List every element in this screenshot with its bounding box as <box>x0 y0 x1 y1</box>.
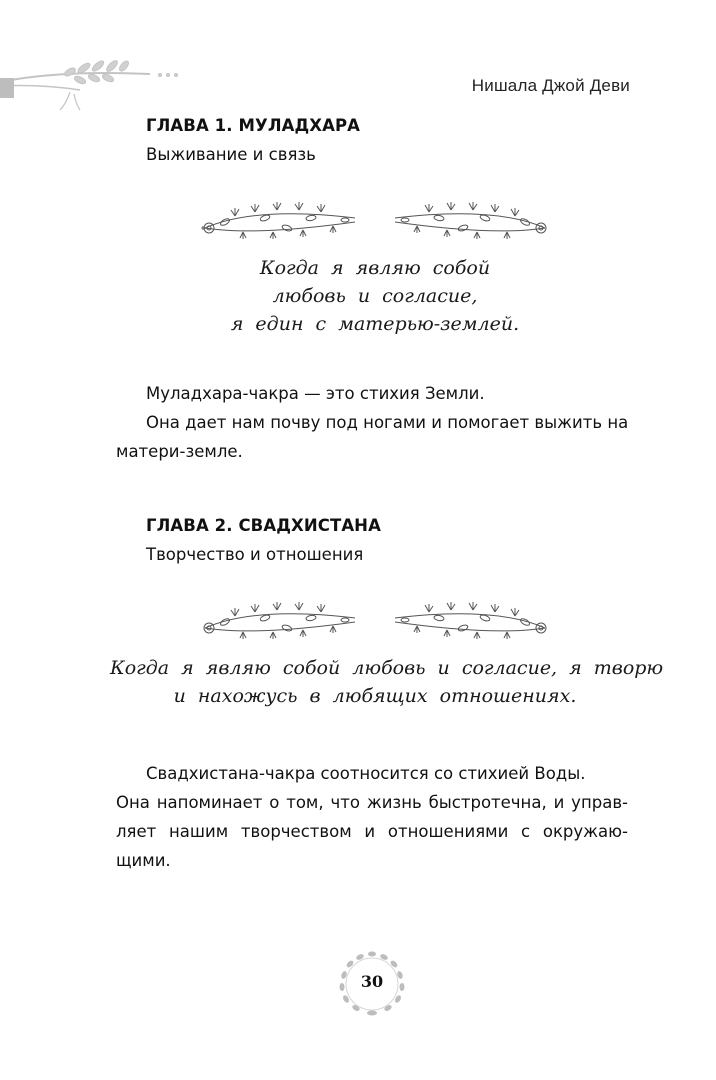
chapter-2-paragraph <box>116 759 628 875</box>
paragraph-line: Муладхара-чакра — это стихия Земли. <box>146 384 485 403</box>
paragraph-line: ляет нашим творчеством и отношениями с окружаю- <box>116 822 628 841</box>
quote-line: и нахожусь в любящих отношениях. <box>173 685 577 707</box>
chapter-1-subtitle: Выживание и связь <box>146 145 316 164</box>
floral-divider-icon <box>195 598 555 644</box>
paragraph-line: Свадхистана-чакра соотносится со стихией Воды. <box>146 764 586 783</box>
chapter-1-title: ГЛАВА 1. МУЛАДХАРА <box>146 116 361 135</box>
floral-divider-icon <box>195 198 555 244</box>
running-header-author: Нишала Джой Деви <box>471 76 630 95</box>
paragraph-line: матери-земле. <box>116 442 243 461</box>
quote-line: Когда я являю собой <box>259 257 491 279</box>
chapter-2-quote <box>110 654 664 710</box>
chapter-2-subtitle: Творчество и отношения <box>146 545 364 564</box>
page-number-block <box>332 950 412 1018</box>
quote-line: я един с матерью-землей. <box>230 313 520 335</box>
quote-line: Когда я являю собой любовь и согласие, я творю <box>110 657 664 679</box>
chapter-1-quote <box>140 254 610 338</box>
page-number: 30 <box>360 972 384 991</box>
paragraph-line: Она дает нам почву под ногами и помогает выжить на <box>146 413 629 432</box>
quote-line: любовь и согласие, <box>272 285 478 307</box>
chapter-1-paragraph <box>116 379 628 466</box>
chapter-2-title: ГЛАВА 2. СВАДХИСТАНА <box>146 516 381 535</box>
paragraph-line: Она напоминает о том, что жизнь быстротечна, и управ- <box>116 793 628 812</box>
paragraph-line: щими. <box>116 851 171 870</box>
branch-icon <box>0 52 200 112</box>
